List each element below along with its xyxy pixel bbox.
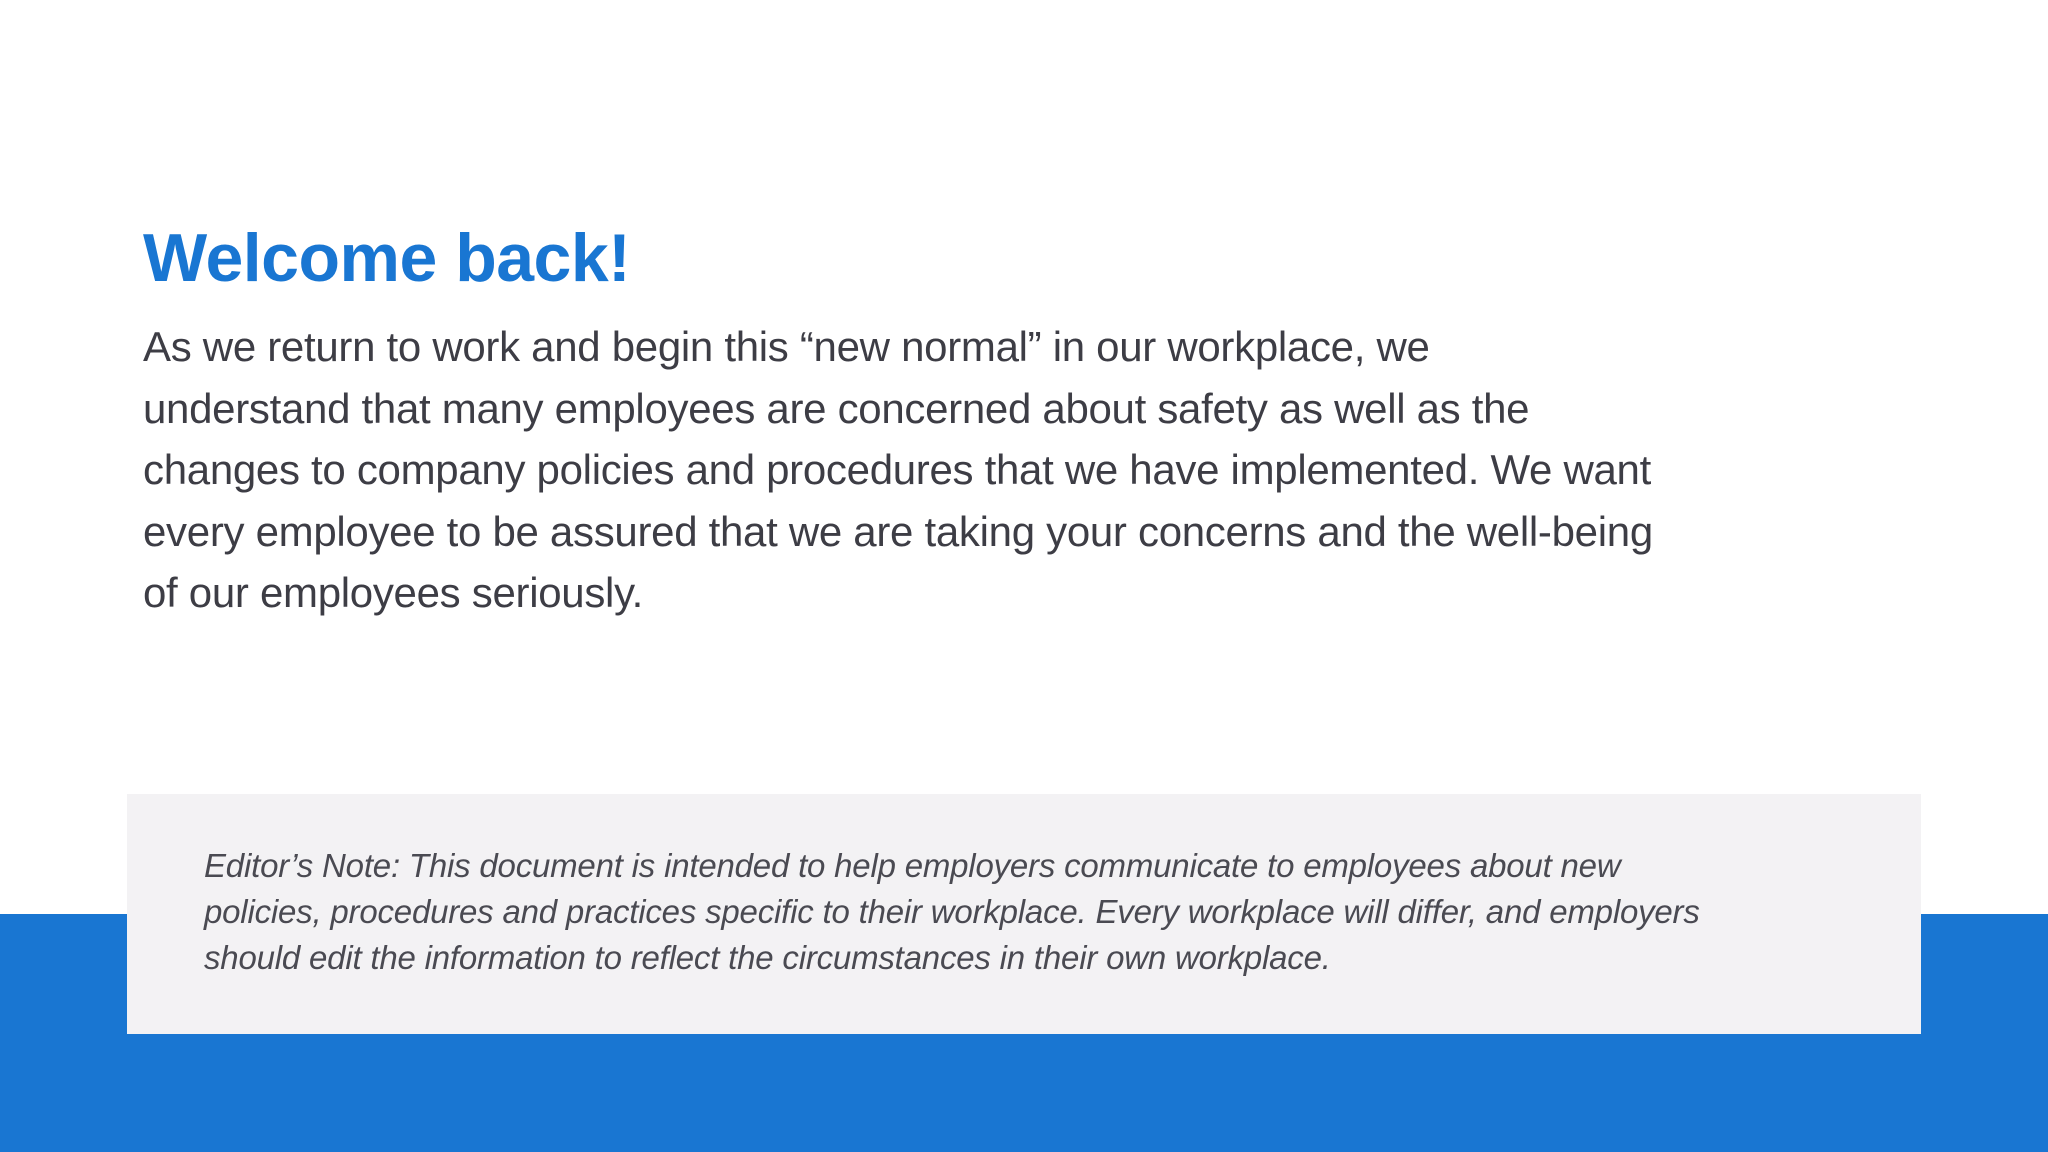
body-line: As we return to work and begin this “new normal” in our workplace, we [143,323,1430,370]
editor-note [204,843,1904,981]
body-line: changes to company policies and procedures that we have implemented. We want [143,446,1651,493]
editor-note-line: should edit the information to reflect the circumstances in their own workplace. [204,939,1331,976]
editor-note-line: policies, procedures and practices specific to their workplace. Every workplace will differ, and employers [204,893,1700,930]
slide-title: Welcome back! [143,220,631,296]
editor-note-line: Editor’s Note: This document is intended to help employers communicate to employees about new [204,847,1621,884]
body-paragraph [143,316,1923,624]
body-line: understand that many employees are concerned about safety as well as the [143,384,1530,432]
body-line: every employee to be assured that we are taking your concerns and the well-being [143,507,1653,555]
body-line: of our employees seriously. [143,569,644,616]
